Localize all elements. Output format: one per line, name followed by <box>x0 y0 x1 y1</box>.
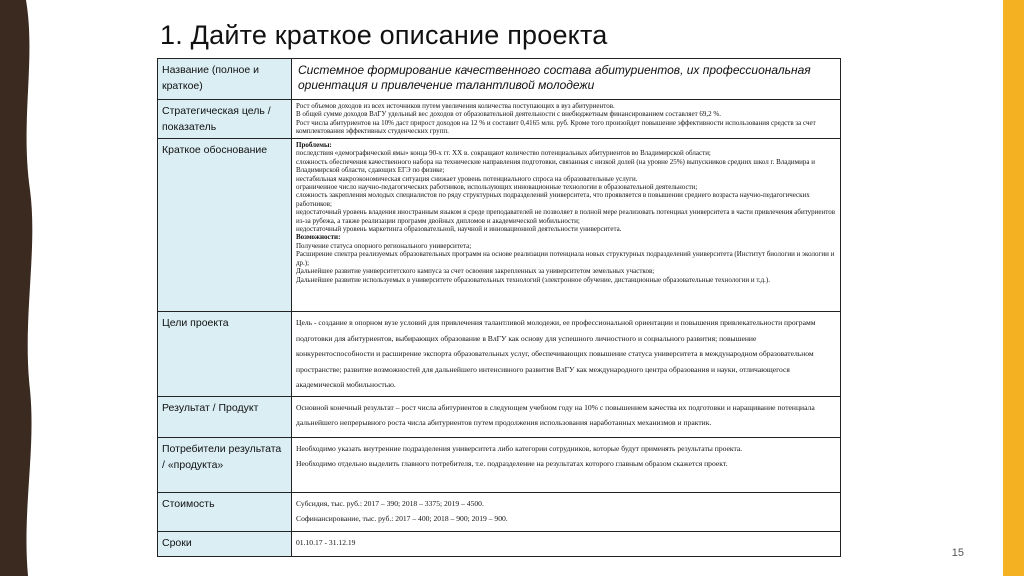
row-consumers <box>158 437 841 492</box>
row-rationale <box>158 139 841 312</box>
label-result: Результат / Продукт <box>158 396 292 437</box>
value-cost <box>292 492 841 531</box>
row-result <box>158 396 841 437</box>
label-name: Название (полное и краткое) <box>158 59 292 100</box>
label-cost: Стоимость <box>158 492 292 531</box>
label-consumers: Потребители результата / «продукта» <box>158 437 292 492</box>
row-goals <box>158 312 841 397</box>
opportunity-item: Дальнейшее развитие университетского кампуса за счет освоения закрепленных за университетом земельных участков; <box>296 267 655 276</box>
value-rationale <box>292 139 841 312</box>
left-decorative-bar <box>0 0 25 576</box>
problem-item: недостаточный уровень владения иностранным языком в среде преподавателей не позволяет в полной мере реализовать потенциал университета в части привлечения абитуриентов из-за рубежа, а также реализации программ двойных дипломов и академической мобильности; <box>296 208 836 225</box>
opportunity-item: Получение статуса опорного регионального университета; <box>296 241 472 250</box>
value-goals: Цель - создание в опорном вузе условий для привлечения талантливой молодежи, ее профессиональной ориентации и повышения привлекательности программ подготовки для абитуриентов, выбирающих образование в ВлГУ как основу для успешного личностного и социального развития; повышение конкурентоспособности и расширение экспорта образовательных услуг, обеспечивающих повышение статуса университета в международном образовательном пространстве; развитие возможностей для дальнейшего интенсивного развития ВлГУ как международного центра образования и науки, отличающегося академической мобильностью. <box>292 312 841 397</box>
problem-item: последствия «демографической ямы» конца 90-х гг. XX в. сокращают количество потенциальных абитуриентов во Владимирской области; <box>296 149 711 158</box>
value-name: Системное формирование качественного состава абитуриентов, их профессиональная ориентация и привлечение талантливой молодежи <box>292 59 841 100</box>
strategic-line: В общей сумме доходов ВлГУ удельный вес доходов от образовательной деятельности с внебюджетным финансированием составляет 69,2 %. <box>296 110 721 119</box>
opportunity-item: Расширение спектра реализуемых образовательных программ на основе реализации потенциала новых структурных подразделений университета (Институт биологии и экологии и др.); <box>296 250 835 267</box>
strategic-line: Рост числа абитуриентов на 10% даст прирост доходов на 12 % и составит 0,4165 млн. руб. Кроме того произойдет повышение эффективности использования средств за счет комплектования эффективных студенческих групп. <box>296 118 816 136</box>
project-description-table <box>157 58 841 557</box>
problems-heading: Проблемы: <box>296 141 332 149</box>
opportunities-heading: Возможности: <box>296 233 341 242</box>
row-strategic <box>158 100 841 139</box>
problem-item: сложность закрепления молодых специалистов по ряду структурных подразделений университета, что проявляется в повышении среднего возраста научно-педагогических работников; <box>296 191 810 208</box>
row-terms <box>158 531 841 556</box>
consumers-line: Необходимо указать внутренние подразделения университета либо категории сотрудников, которые будут применять результаты проекта. <box>296 443 743 453</box>
right-accent-bar <box>1003 0 1024 576</box>
label-goals: Цели проекта <box>158 312 292 397</box>
page-number: 15 <box>951 547 964 559</box>
value-result: Основной конечный результат – рост числа абитуриентов в следующем учебном году на 10% с повышением качества их подготовки и наращивание потенциала дальнейшего непрерывного роста числа абитуриентов путем продолжения использования наработанных механизмов и практик. <box>292 396 841 437</box>
label-strategic: Стратегическая цель / показатель <box>158 100 292 139</box>
row-name <box>158 59 841 100</box>
value-strategic <box>292 100 841 139</box>
value-terms: 01.10.17 - 31.12.19 <box>292 531 841 556</box>
label-terms: Сроки <box>158 531 292 556</box>
problem-item: недостаточный уровень маркетинга образовательной, научной и инновационной деятельности университета. <box>296 225 622 234</box>
left-wave-decoration <box>18 0 40 576</box>
opportunity-item: Дальнейшее развитие используемых в университете образовательных технологий (электронное обучение, дистанционные образовательные технологии и т.д.). <box>296 275 771 284</box>
problem-item: нестабильная макроэкономическая ситуация снижает уровень потенциального спроса на образовательные услуги. <box>296 174 638 183</box>
row-cost <box>158 492 841 531</box>
cost-line: Софинансирование, тыс. руб.: 2017 – 400; 2018 – 900; 2019 – 900. <box>296 514 508 523</box>
cost-line: Субсидия, тыс. руб.: 2017 – 390; 2018 – 3375; 2019 – 4500. <box>296 498 484 508</box>
problem-item: ограниченное число научно-педагогических работников, использующих инновационные технологии в образовательной деятельности; <box>296 183 698 192</box>
problem-item: сложность обеспечения качественного набора на технические направления подготовки, связанная с низкой долей (на уровне 25%) выпускников средних школ г. Владимира и Владимирской области, сдающих ЕГЭ по физике; <box>296 157 815 175</box>
consumers-line: Необходимо отдельно выделить главного потребителя, т.е. подразделение на результатах которого главным образом скажется проект. <box>296 459 728 468</box>
label-rationale: Краткое обоснование <box>158 139 292 312</box>
slide-title: 1. Дайте краткое описание проекта <box>160 20 608 50</box>
strategic-line: Рост объемов доходов из всех источников путем увеличения количества поступающих в вуз абитуриентов. <box>296 102 615 110</box>
value-consumers <box>292 437 841 492</box>
